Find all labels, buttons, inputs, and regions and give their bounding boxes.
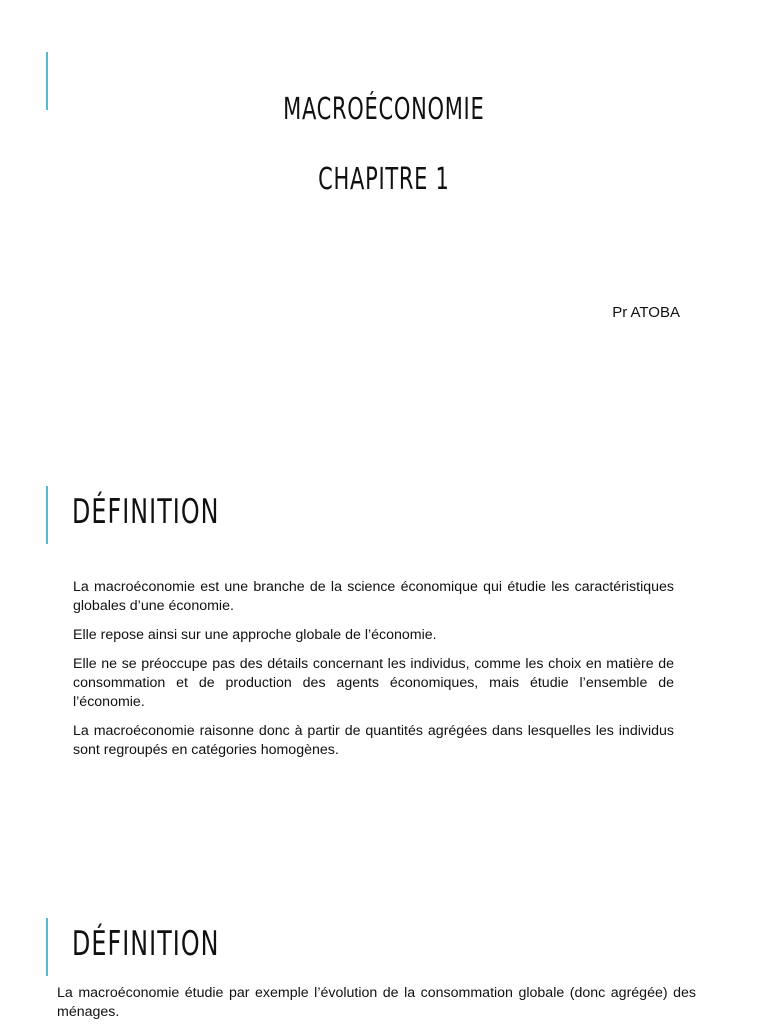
- slide-title-text: MACROÉCONOMIE: [283, 92, 485, 127]
- section-heading: DÉFINITION: [72, 492, 220, 532]
- paragraph: Elle ne se préoccupe pas des détails concernant les individus, comme les choix en matière de consommation et de production des agents économiques, mais étudie l’ensemble de l’économie.: [73, 656, 674, 710]
- paragraph: Elle repose ainsi sur une approche globale de l’économie.: [73, 627, 437, 643]
- slide-title: [0, 92, 768, 127]
- slide-subtitle-text: CHAPITRE 1: [318, 162, 450, 197]
- paragraph: La macroéconomie étudie par exemple l’évolution de la consommation globale (donc agrégée) des ménages.: [57, 985, 696, 1020]
- definition-body: [57, 984, 696, 1022]
- section-heading: DÉFINITION: [72, 924, 220, 964]
- definition-slide: [0, 430, 768, 860]
- author-name: Pr ATOBA: [612, 304, 680, 321]
- accent-bar: [46, 486, 48, 544]
- accent-bar: [46, 918, 48, 976]
- title-slide: [0, 0, 768, 430]
- paragraph: La macroéconomie est une branche de la science économique qui étudie les caractéristiques globales d’une économie.: [73, 579, 674, 614]
- slide-subtitle: [0, 162, 768, 197]
- paragraph: La macroéconomie raisonne donc à partir de quantités agrégées dans lesquelles les individus sont regroupés en catégories homogènes.: [73, 723, 674, 758]
- definition-slide-2: [0, 860, 768, 1024]
- definition-body: [73, 578, 674, 770]
